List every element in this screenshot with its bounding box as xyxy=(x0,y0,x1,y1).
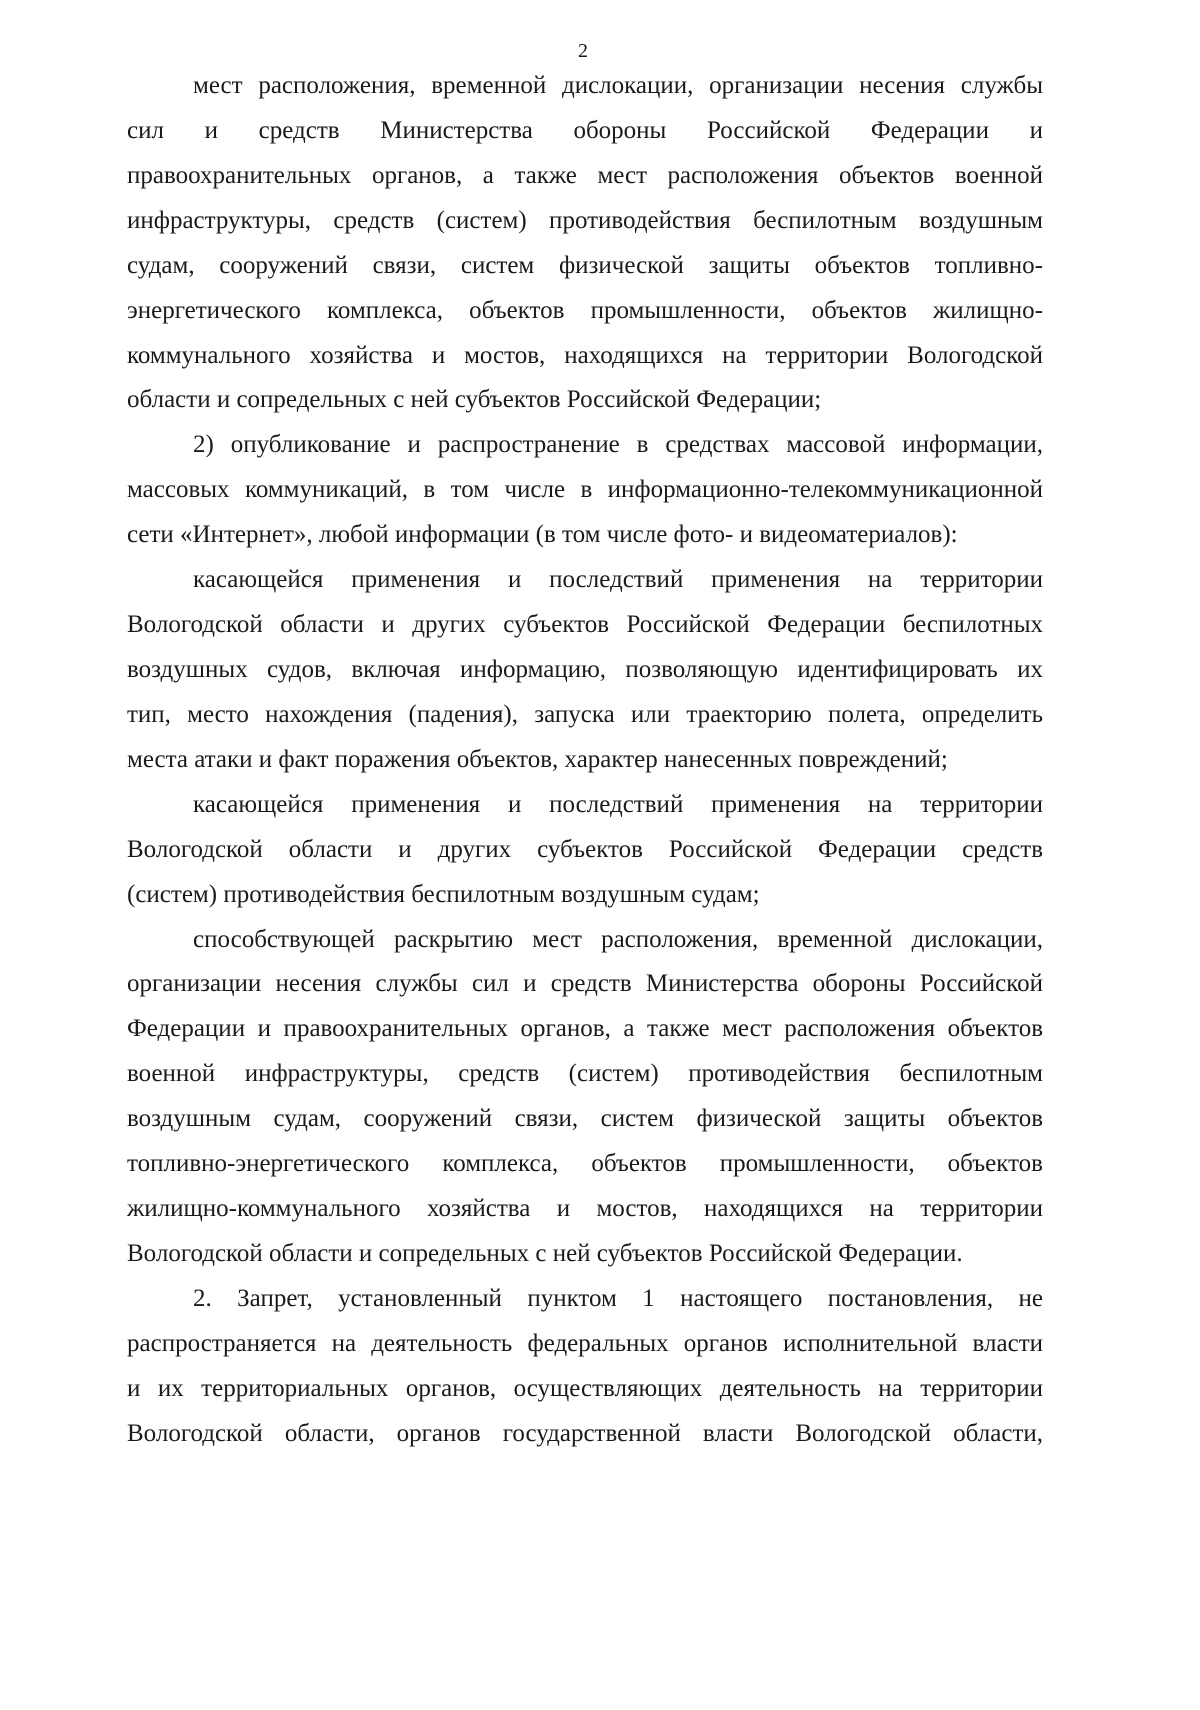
text-line: Федерации и правоохранительных органов, а также мест расположения объектов xyxy=(127,1015,1043,1043)
text-line: Вологодской области, органов государственной власти Вологодской области, xyxy=(127,1419,1043,1447)
text-line: касающейся применения и последствий применения на территории xyxy=(193,790,1043,818)
text-line: области и сопредельных с ней субъектов Российской Федерации; xyxy=(127,386,822,414)
text-line: места атаки и факт поражения объектов, характер нанесенных повреждений; xyxy=(127,745,948,773)
text-line: судам, сооружений связи, систем физической защиты объектов топливно- xyxy=(127,251,1043,279)
text-line: жилищно-коммунального хозяйства и мостов, находящихся на территории xyxy=(127,1195,1043,1223)
paragraph xyxy=(127,64,1043,423)
text-line: касающейся применения и последствий применения на территории xyxy=(193,566,1043,594)
text-line: тип, место нахождения (падения), запуска или траекторию полета, определить xyxy=(127,700,1043,728)
text-line: 2. Запрет, установленный пунктом 1 настоящего постановления, не xyxy=(193,1284,1043,1312)
text-line: Вологодской области и других субъектов Российской Федерации средств xyxy=(127,835,1043,863)
text-line: распространяется на деятельность федеральных органов исполнительной власти xyxy=(127,1329,1043,1357)
paragraph xyxy=(127,423,1043,558)
text-line: Вологодской области и других субъектов Российской Федерации беспилотных xyxy=(127,611,1043,639)
text-line: топливно-энергетического комплекса, объектов промышленности, объектов xyxy=(127,1150,1043,1178)
text-line: энергетического комплекса, объектов промышленности, объектов жилищно- xyxy=(127,296,1043,324)
text-line: и их территориальных органов, осуществляющих деятельность на территории xyxy=(127,1374,1043,1402)
text-line: сил и средств Министерства обороны Российской Федерации и xyxy=(127,116,1043,144)
text-line: (систем) противодействия беспилотным воздушным судам; xyxy=(127,880,760,908)
text-line: массовых коммуникаций, в том числе в информационно-телекоммуникационной xyxy=(127,476,1043,504)
text-line: Вологодской области и сопредельных с ней субъектов Российской Федерации. xyxy=(127,1239,963,1267)
text-line: коммунального хозяйства и мостов, находящихся на территории Вологодской xyxy=(127,341,1043,369)
paragraph xyxy=(127,918,1043,1277)
text-line: способствующей раскрытию мест расположения, временной дислокации, xyxy=(193,925,1043,953)
paragraph xyxy=(127,783,1043,918)
text-line: инфраструктуры, средств (систем) противодействия беспилотным воздушным xyxy=(127,206,1043,234)
text-line: воздушным судам, сооружений связи, систем физической защиты объектов xyxy=(127,1105,1043,1133)
text-line: воздушных судов, включая информацию, позволяющую идентифицировать их xyxy=(127,655,1043,683)
text-line: правоохранительных органов, а также мест расположения объектов военной xyxy=(127,161,1043,189)
document-body xyxy=(127,64,1043,1457)
paragraph xyxy=(127,558,1043,783)
text-line: организации несения службы сил и средств Министерства обороны Российской xyxy=(127,970,1043,998)
text-line: мест расположения, временной дислокации, организации несения службы xyxy=(193,72,1043,99)
page-number: 2 xyxy=(578,40,588,62)
paragraph xyxy=(127,1277,1043,1457)
text-line: 2) опубликование и распространение в средствах массовой информации, xyxy=(193,431,1043,459)
text-line: военной инфраструктуры, средств (систем) противодействия беспилотным xyxy=(127,1060,1043,1088)
text-line: сети «Интернет», любой информации (в том числе фото- и видеоматериалов): xyxy=(127,521,958,549)
